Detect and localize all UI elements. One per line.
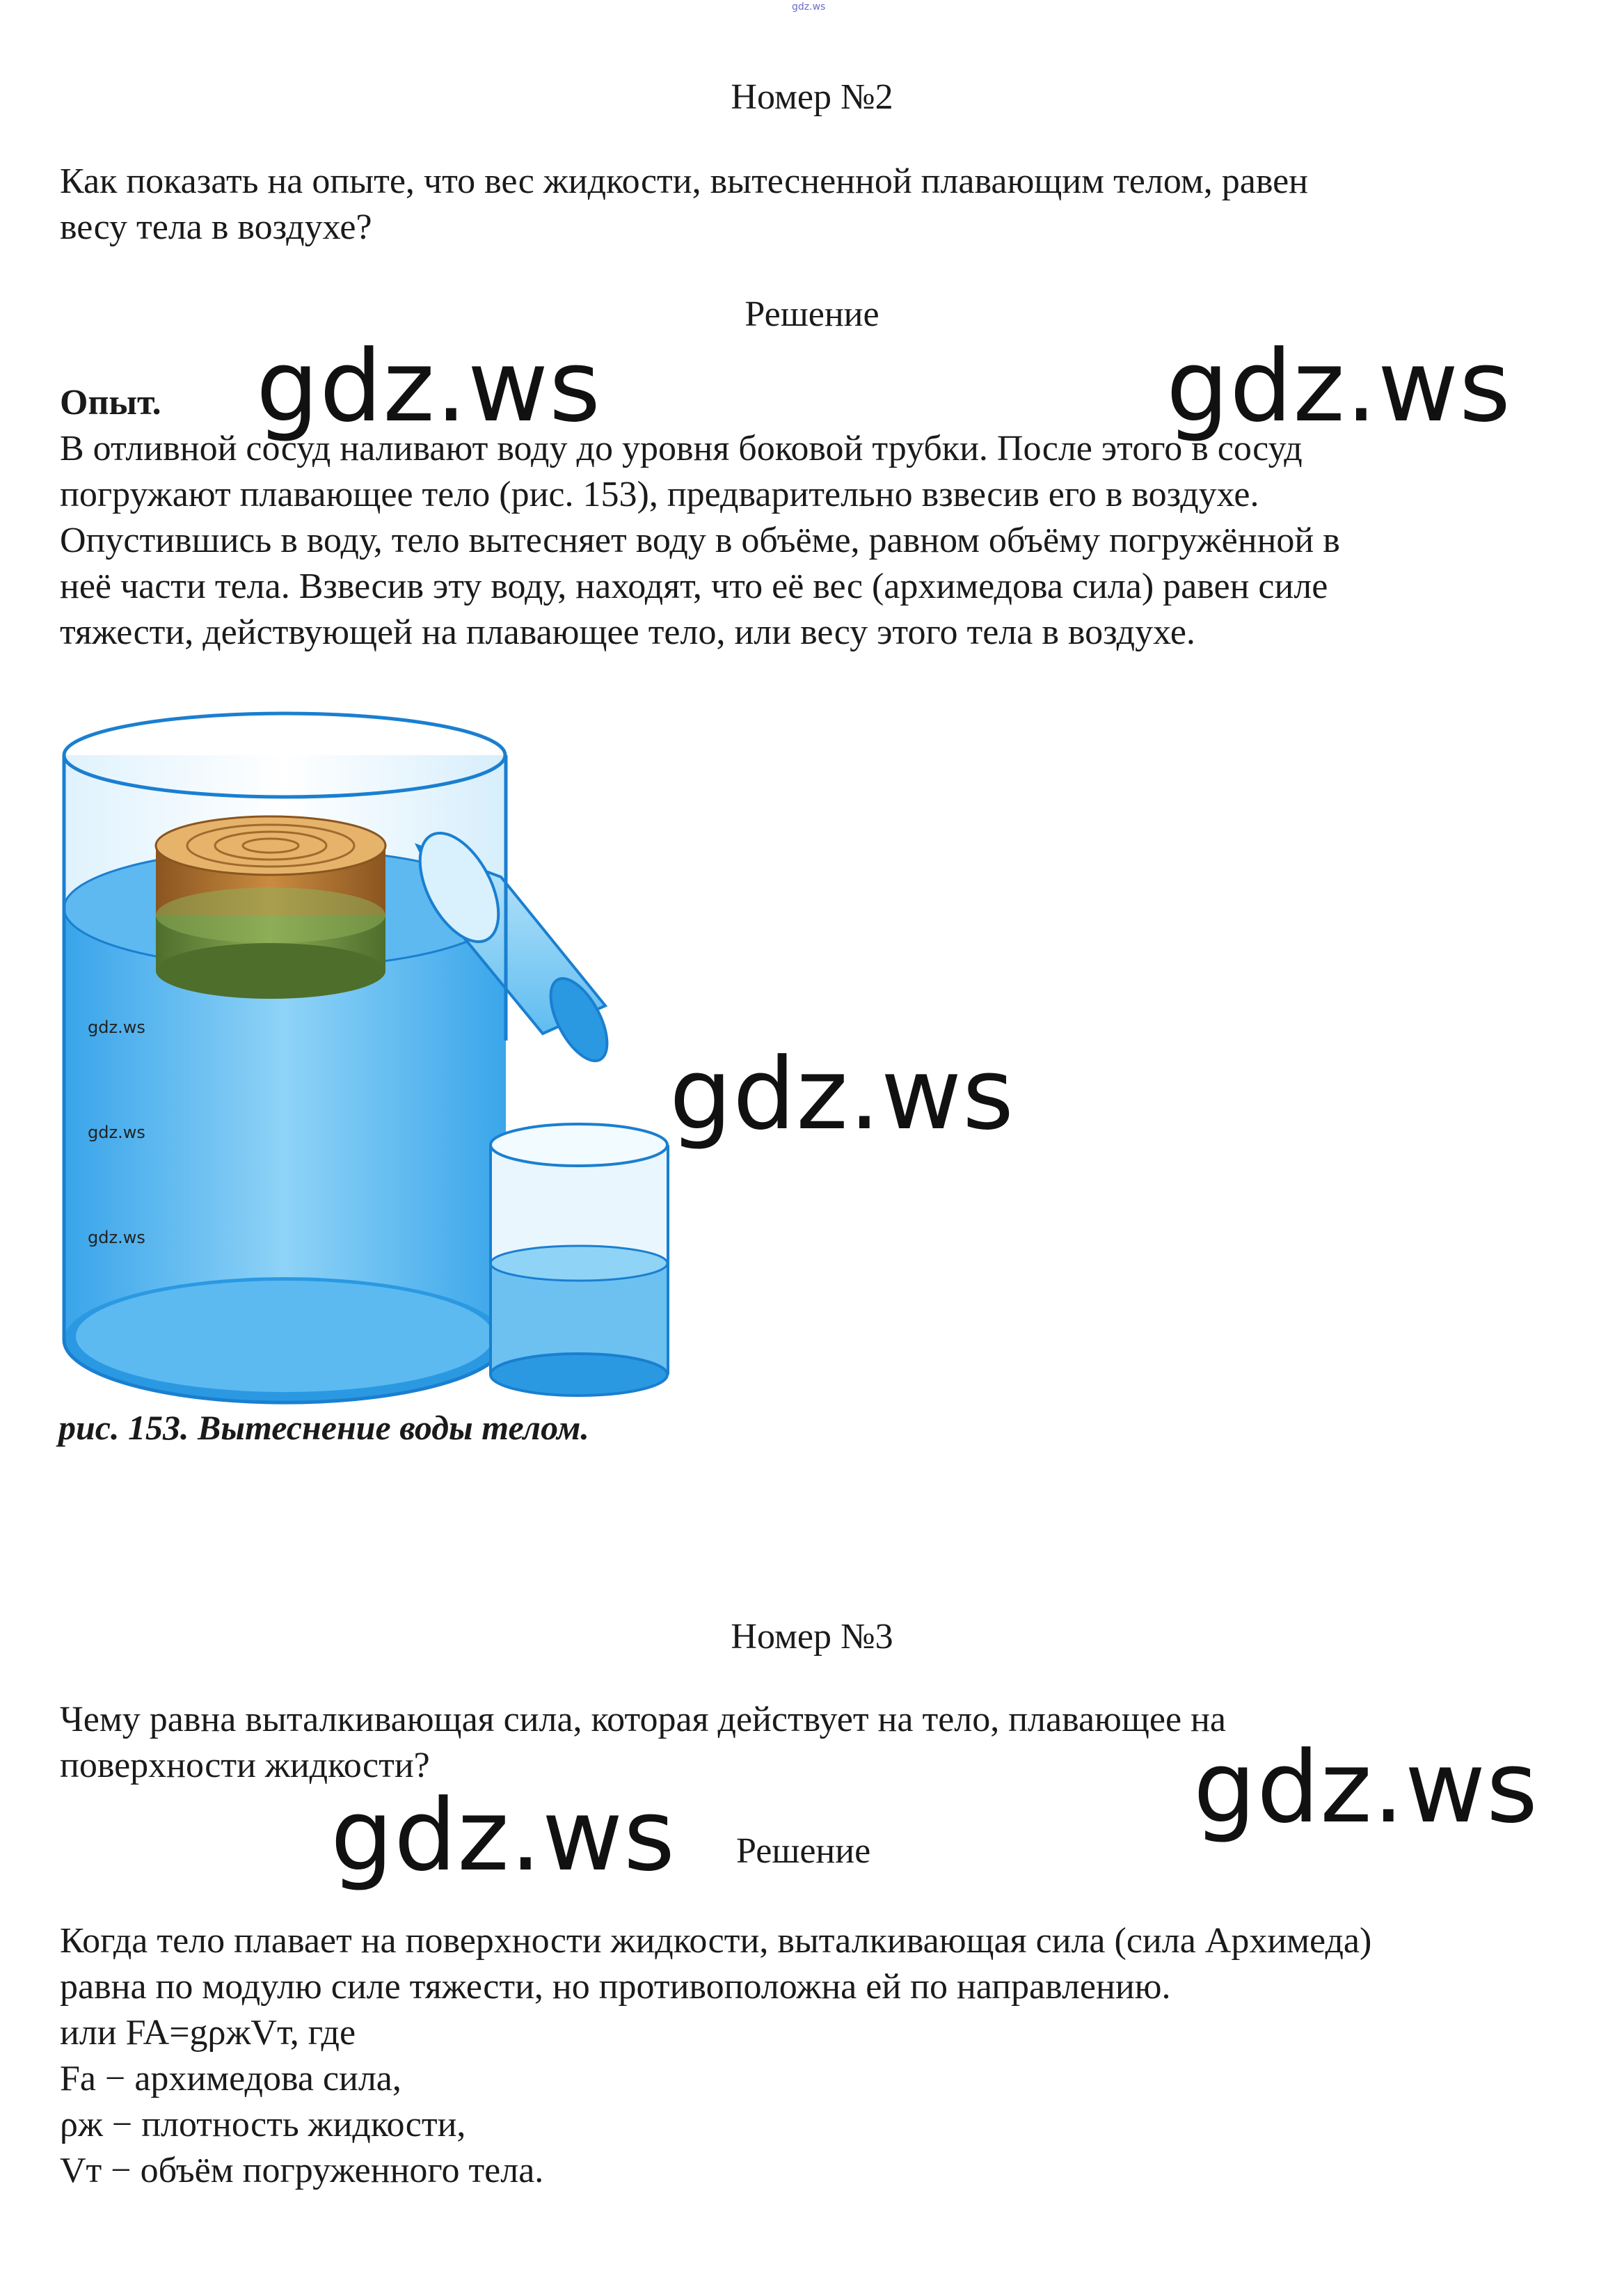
- experiment-label: Опыт.: [60, 383, 161, 422]
- answer-line: В отливной сосуд наливают воду до уровня боковой трубки. После этого в сосуд: [60, 429, 1303, 468]
- figure-watermark: gdz.ws: [88, 1228, 145, 1247]
- answer-line: Когда тело плавает на поверхности жидкости, выталкивающая сила (сила Архимеда): [60, 1921, 1372, 1961]
- answer-line: Vт − объём погруженного тела.: [60, 2151, 544, 2190]
- question-line: Как показать на опыте, что вес жидкости, вытесненной плавающим телом, равен: [60, 161, 1308, 201]
- answer-line: ρж − плотность жидкости,: [60, 2105, 466, 2144]
- answer-line: равна по модулю силе тяжести, но противоположна ей по направлению.: [60, 1967, 1171, 2007]
- question-line: поверхности жидкости?: [60, 1746, 430, 1785]
- figure-overflow-vessel: [56, 706, 682, 1409]
- question-line: Чему равна выталкивающая сила, которая действует на тело, плавающее на: [60, 1700, 1226, 1739]
- figure-watermark: gdz.ws: [88, 1018, 145, 1037]
- answer-line: неё части тела. Взвесив эту воду, находят, что её вес (архимедова сила) равен силе: [60, 567, 1328, 606]
- section-2-question: [60, 159, 1591, 251]
- answer-line: Опустившись в воду, тело вытесняет воду в объёме, равном объёму погружённой в: [60, 521, 1340, 560]
- answer-line: тяжести, действующей на плавающее тело, или весу этого тела в воздухе.: [60, 612, 1195, 652]
- watermark: gdz.ws: [331, 1778, 676, 1893]
- answer-line: Fa − архимедова сила,: [60, 2059, 401, 2098]
- section-3-solution-label: Решение: [736, 1831, 871, 1871]
- figure-caption: рис. 153. Вытеснение воды телом.: [58, 1408, 589, 1447]
- floating-wood-block: [156, 816, 385, 999]
- watermark: gdz.ws: [669, 1037, 1015, 1152]
- watermark: gdz.ws: [256, 329, 602, 444]
- answer-line: погружают плавающее тело (рис. 153), предварительно взвесив его в воздухе.: [60, 475, 1259, 514]
- watermark: gdz.ws: [1193, 1730, 1539, 1845]
- section-2-solution-label: Решение: [745, 294, 879, 334]
- question-line: весу тела в воздухе?: [60, 207, 372, 247]
- watermark: gdz.ws: [1166, 329, 1512, 444]
- section-2-title: Номер №2: [731, 77, 893, 117]
- receiving-glass: [491, 1124, 668, 1396]
- answer-line: или FA=gρжVт, где: [60, 2013, 356, 2053]
- header-watermark: gdz.ws: [792, 1, 826, 13]
- section-3-answer: [60, 1918, 1591, 2194]
- section-2-answer: [60, 426, 1591, 656]
- figure-watermark: gdz.ws: [88, 1123, 145, 1142]
- section-3-question: [60, 1697, 1591, 1789]
- section-3-title: Номер №3: [731, 1617, 893, 1657]
